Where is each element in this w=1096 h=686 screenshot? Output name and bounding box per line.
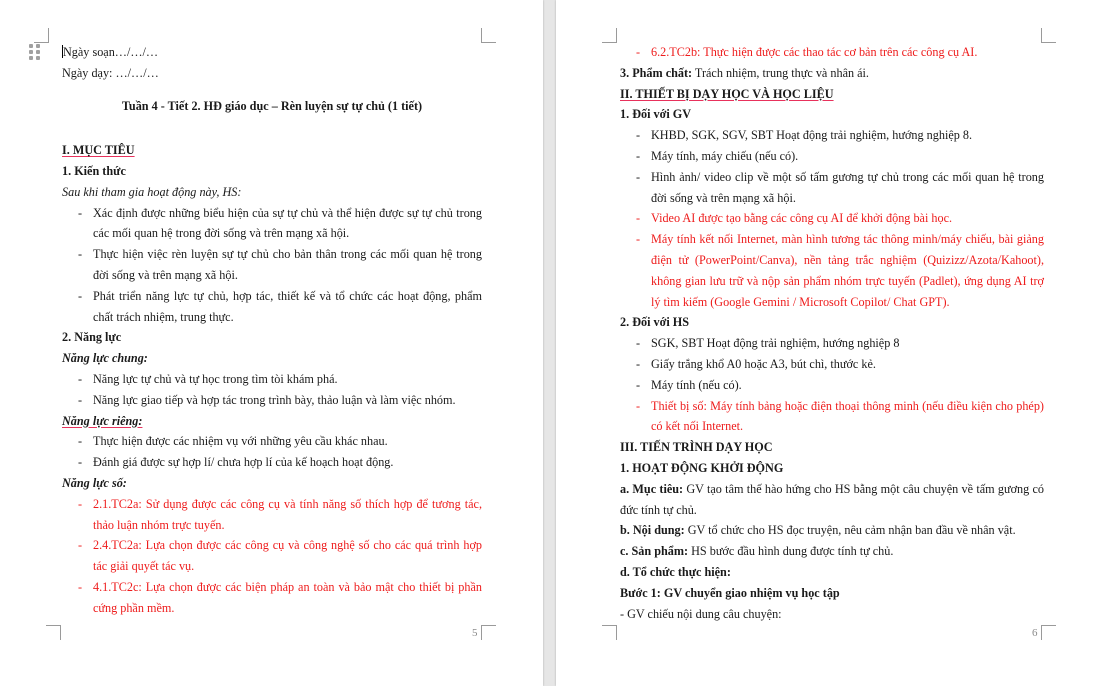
heading-for-student: 2. Đối với HS (620, 315, 690, 330)
crop-mark (602, 625, 617, 640)
step-1-heading: Bước 1: GV chuyển giao nhiệm vụ học tập (620, 585, 840, 600)
list-item: - Năng lực tự chủ và tự học trong tìm tòi khám phá. (62, 369, 482, 390)
crop-mark (602, 28, 617, 43)
list-item: - Giấy trắng khổ A0 hoặc A3, bút chì, thước kẻ. (620, 354, 1044, 375)
list-item: - Phát triển năng lực tự chủ, hợp tác, thiết kế và tổ chức các hoạt động, phẩm chất trách nhiệm, trung thực. (62, 286, 482, 328)
list-item: - 6.2.TC2b: Thực hiện được các thao tác cơ bản trên các công cụ AI. (620, 42, 1044, 63)
list-item: - KHBD, SGK, SGV, SBT Hoạt động trải nghiệm, hướng nghiệp 8. (620, 125, 1044, 146)
list-item: - Năng lực giao tiếp và hợp tác trong trình bày, thảo luận và làm việc nhóm. (62, 390, 482, 411)
digital-competence-label: Năng lực số: (62, 475, 127, 490)
heading-knowledge: 1. Kiến thức (62, 163, 126, 178)
list-item: - 2.4.TC2a: Lựa chọn được các công cụ và công nghệ số cho các quá trình hợp tác giải quyết tác vụ. (62, 535, 482, 577)
drag-handle-icon[interactable] (29, 44, 41, 60)
list-item: - Máy tính kết nối Internet, màn hình tương tác thông minh/máy chiếu, bài giảng điện tử (PowerPoint/Canva), nền tảng trắc nghiệm (Quizizz/Azota/Kahoot), không gian lưu trữ và nộp sản phẩm nhóm trực tuyến (Padlet), ứng dụng AI trợ lý tìm kiếm (Google Gemini / Microsoft Copilot/ Chat GPT). (620, 229, 1044, 312)
section-process: III. TIẾN TRÌNH DẠY HỌC (620, 440, 773, 455)
story-line: - GV chiếu nội dung câu chuyện: (620, 606, 782, 621)
list-item: - Thiết bị số: Máy tính bảng hoặc điện thoại thông minh (nếu điều kiện cho phép) có kết nối Internet. (620, 396, 1044, 438)
list-item: - Máy tính, máy chiếu (nếu có). (620, 146, 1044, 167)
product-line: c. Sản phẩm: HS bước đầu hình dung được tính tự chủ. (620, 544, 894, 559)
goal-line: a. Mục tiêu: GV tạo tâm thế hào hứng cho HS bằng một câu chuyện về tấm gương có đức tính tự chủ. (620, 481, 1044, 517)
crop-mark (481, 625, 496, 640)
content-line: b. Nội dung: GV tổ chức cho HS đọc truyện, nêu cảm nhận ban đầu về nhân vật. (620, 523, 1016, 538)
page-6-body[interactable] (620, 42, 1044, 624)
list-item: - Máy tính (nếu có). (620, 375, 1044, 396)
list-item: - Xác định được những biểu hiện của sự tự chủ và thể hiện được sự tự chủ trong các mối quan hệ trong đời sống và trên mạng xã hội. (62, 203, 482, 245)
page-number: 5 (472, 627, 478, 639)
heading-competence: 2. Năng lực (62, 330, 122, 345)
quality-line: 3. Phẩm chất: Trách nhiệm, trung thực và nhân ái. (620, 65, 869, 80)
section-equipment: II. THIẾT BỊ DẠY HỌC VÀ HỌC LIỆU (620, 86, 834, 101)
crop-mark (1041, 28, 1056, 43)
crop-mark (481, 28, 496, 43)
crop-mark (34, 28, 49, 43)
list-item: - 4.1.TC2c: Lựa chọn được các biện pháp an toàn và bảo mật cho thiết bị phần cứng phần mềm. (62, 577, 482, 619)
list-item: - 2.1.TC2a: Sử dụng được các công cụ và tính năng số thích hợp để tương tác, thảo luận nhóm trực tuyến. (62, 494, 482, 536)
intro-text: Sau khi tham gia hoạt động này, HS: (62, 184, 242, 199)
list-item: - Thực hiện được các nhiệm vụ với những yêu cầu khác nhau. (62, 431, 482, 452)
list-item: - Video AI được tạo bằng các công cụ AI để khởi động bài học. (620, 208, 1044, 229)
lesson-title: Tuần 4 - Tiết 2. HĐ giáo dục – Rèn luyện sự tự chủ (1 tiết) (121, 98, 423, 113)
organization-label: d. Tổ chức thực hiện: (620, 564, 731, 579)
page-5-body[interactable] (62, 42, 482, 619)
list-item: - SGK, SBT Hoạt động trải nghiệm, hướng nghiệp 8 (620, 333, 1044, 354)
heading-warmup-activity: 1. HOẠT ĐỘNG KHỞI ĐỘNG (620, 460, 784, 475)
heading-for-teacher: 1. Đối với GV (620, 107, 692, 122)
section-objectives: I. MỤC TIÊU (62, 143, 135, 158)
teach-date: Ngày dạy: …/…/… (62, 65, 159, 80)
prep-date: Ngày soạn…/…/… (63, 45, 159, 59)
specific-competence-label: Năng lực riêng: (62, 413, 143, 428)
general-competence-label: Năng lực chung: (62, 351, 148, 366)
list-item: - Thực hiện việc rèn luyện sự tự chủ cho bản thân trong các mối quan hệ trong đời sống và trên mạng xã hội. (62, 244, 482, 286)
page-number: 6 (1032, 627, 1038, 639)
crop-mark (1041, 625, 1056, 640)
list-item: - Đánh giá được sự hợp lí/ chưa hợp lí của kế hoạch hoạt động. (62, 452, 482, 473)
crop-mark (46, 625, 61, 640)
list-item: - Hình ảnh/ video clip về một số tấm gương tự chủ trong các mối quan hệ trong đời sống và trên mạng xã hội. (620, 167, 1044, 209)
